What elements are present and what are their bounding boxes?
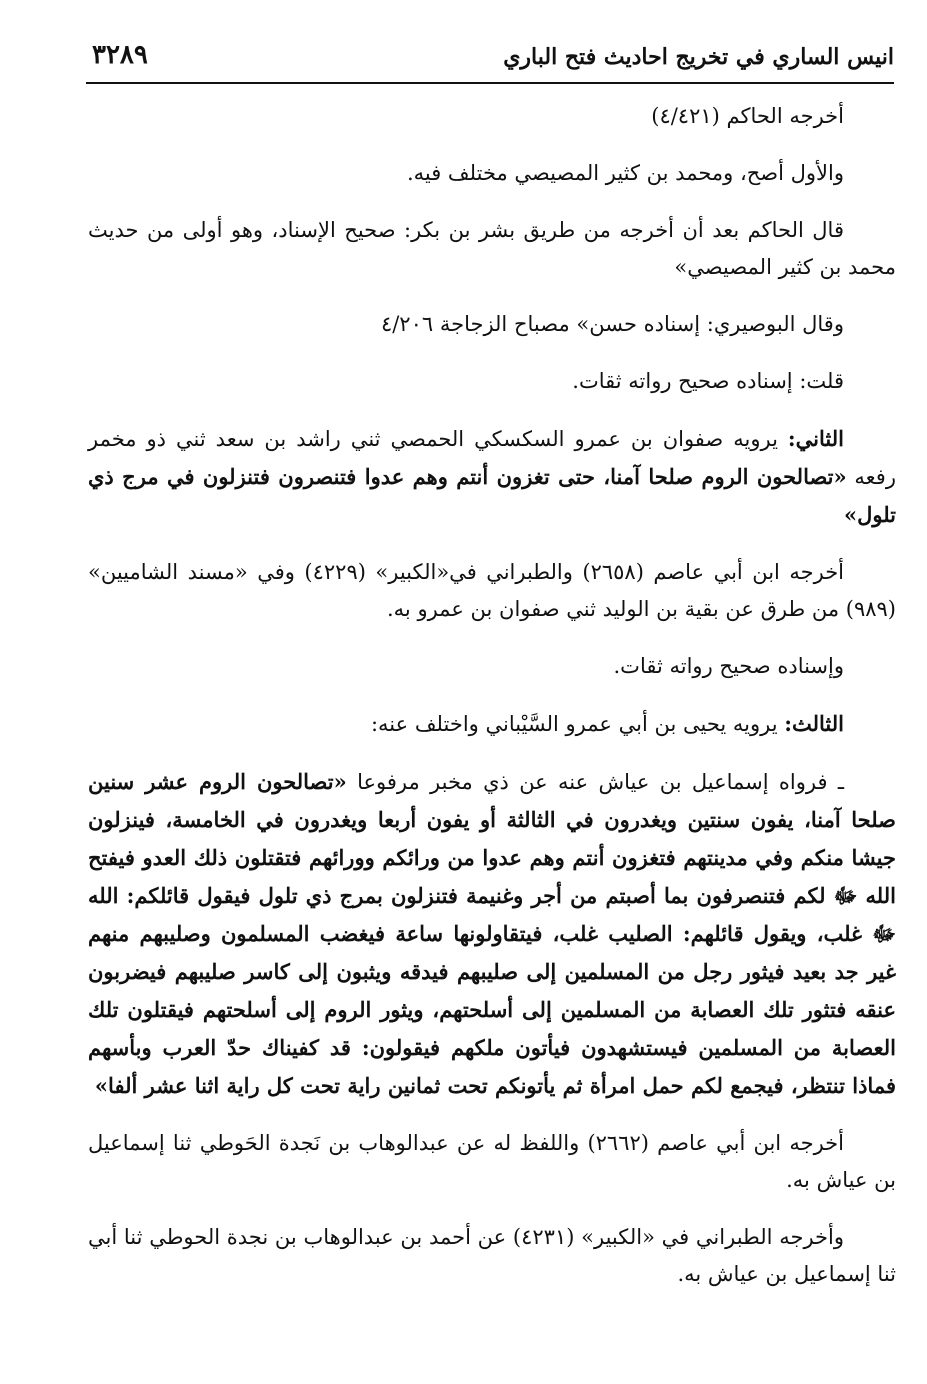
long-hadith-quote: «تصالحون الروم عشر سنين صلحا آمنا، يفون سنتين ويغدرون في الثالثة أو يفون أربعا ويغدرون في الخامسة، فينزلون جيشا منكم وفي مدينتهم فتغزون أنتم وهم عدوا من ورائكم وورائهم فتقتلون ذلك العدو فيفتح الله ﷻ لكم فتنصرفون بما أصبتم من أجر وغنيمة فتنزلون بمرج ذي تلول فيقول قائلكم: الله ﷻ غلب، ويقول قائلهم: الصليب غلب، فيتقاولونها ساعة فيغضب المسلمون وصليبهم منهم غير جد بعيد فيثور رجل من المسلمين إلى صليبهم فيدقه ويثبون إلى كاسر صليبهم فيضربون عنقه فتثور تلك العصابة من المسلمين إلى أسلحتهم، ويثور الروم إلى أسلحتهم فيقتلون تلك العصابة من المسلمين فيستشهدون فيأتون ملكهم فيقولون: قد كفيناك حدّ العرب وبأسهم فماذا تنتظر، فيجمع لكم حمل امرأة ثم يأتونكم تحت ثمانين راية تحت كل راية اثنا عشر ألفا» xyxy=(88,769,896,1098)
third-text: يرويه يحيى بن أبي عمرو السَّيْباني واختلف عنه: xyxy=(370,712,785,736)
paragraph-hakim-citation: أخرجه الحاكم (٤/٤٢١) xyxy=(651,104,844,128)
page-header xyxy=(86,38,894,84)
running-title: انيس الساري في تخريج احاديث فتح الباري xyxy=(503,44,894,70)
paragraph-ibn-abi-asim-2662: أخرجه ابن أبي عاصم (٢٦٦٢) واللفظ له عن عبدالوهاب بن نَجدة الحَوطي ثنا إسماعيل بن عياش به. xyxy=(88,1131,896,1192)
paragraph-author-verdict: قلت: إسناده صحيح رواته ثقات. xyxy=(572,369,844,393)
paragraph-tabarani-4231: وأخرجه الطبراني في «الكبير» (٤٢٣١) عن أحمد بن عبدالوهاب بن نجدة الحوطي ثنا أبي ثنا إسماعيل بن عياش به. xyxy=(88,1225,896,1286)
ismail-intro: ـ فرواه إسماعيل بن عياش عنه عن ذي مخبر مرفوعا xyxy=(346,770,844,794)
second-hadith-quote: «تصالحون الروم صلحا آمنا، حتى تغزون أنتم وهم عدوا فتنصرون فتنزلون في مرج ذي تلول» xyxy=(88,464,896,527)
paragraph-hakim-comment: قال الحاكم بعد أن أخرجه من طريق بشر بن بكر: صحيح الإسناد، وهو أولى من حديث محمد بن كثير المصيصي» xyxy=(88,218,896,279)
page-body xyxy=(88,98,896,1313)
paragraph-ismail-narration xyxy=(88,763,896,1105)
second-label: الثاني: xyxy=(787,426,844,451)
paragraph-busiri: وقال البوصيري: إسناده حسن» مصباح الزجاجة ٤/٢٠٦ xyxy=(380,312,844,336)
page-number: ٣٢٨٩ xyxy=(92,40,148,70)
third-label: الثالث: xyxy=(784,711,844,736)
paragraph-isnad-sahih: وإسناده صحيح رواته ثقات. xyxy=(613,654,844,678)
paragraph-third-narration xyxy=(88,705,896,743)
paragraph-ibn-abi-asim-citation: أخرجه ابن أبي عاصم (٢٦٥٨) والطبراني في«الكبير» (٤٢٢٩) وفي «مسند الشاميين» (٩٨٩) من طرق عن بقية بن الوليد ثني صفوان بن عمرو به. xyxy=(88,560,896,621)
second-text: يرويه صفوان بن عمرو السكسكي الحمصي ثني راشد بن سعد ثني ذو مخمر رفعه xyxy=(88,427,896,489)
paragraph-second-narration xyxy=(88,420,896,534)
paragraph-first-more-correct: والأول أصح، ومحمد بن كثير المصيصي مختلف فيه. xyxy=(406,161,844,185)
